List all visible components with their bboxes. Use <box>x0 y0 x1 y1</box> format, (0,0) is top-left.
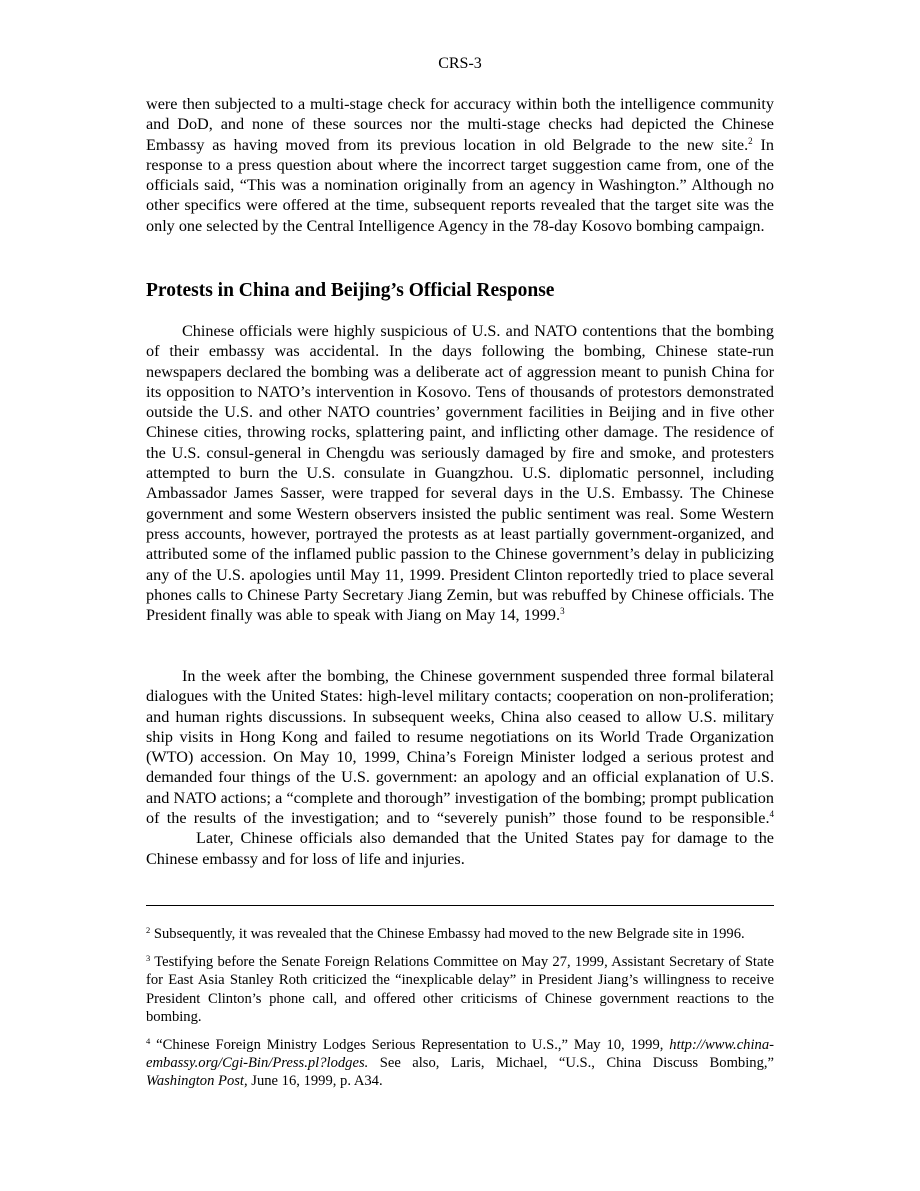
section-heading: Protests in China and Beijing’s Official Response <box>146 280 555 301</box>
footnote-reference-2[interactable]: 2 <box>748 135 753 146</box>
footnote-separator <box>146 905 774 906</box>
paragraph-text-continued: In response to a press question about where the incorrect target suggestion came from, one of the officials said, “This was a nomination originally from an agency in Washington.” Although no other specifics were offered at the time, subsequent reports revealed that the target site was the only one selected by the Central Intelligence Agency in the 78-day Kosovo bombing campaign. <box>146 135 775 235</box>
footnote-mark: 2 <box>146 925 151 935</box>
footnote-text: “Chinese Foreign Ministry Lodges Serious Representation to U.S.,” May 10, 1999, <box>150 1037 670 1054</box>
footnotes-section <box>146 925 774 1101</box>
paragraph-text: Chinese officials were highly suspicious of U.S. and NATO contentions that the bombing of their embassy was accidental. In the days following the bombing, Chinese state-run newspapers declared the bombing was a deliberate act of aggression meant to punish China for its opposition to NATO’s intervention in Kosovo. Tens of thousands of protestors demonstrated outside the U.S. and other NATO countries’ government facilities in Beijing and in five other Chinese cities, throwing rocks, splattering paint, and inflicting other damage. The residence of the U.S. consul-general in Chengdu was seriously damaged by fire and smoke, and protesters attempted to burn the U.S. consulate in Guangzhou. U.S. diplomatic personnel, including Ambassador James Sasser, were trapped for several days in the U.S. Embassy. The Chinese government and some Western observers insisted the public sentiment was real. Some Western press accounts, however, portrayed the protests as at least partially government-organized, and attributed some of the inflamed public passion to the Chinese government’s delay in publicizing any of the U.S. apologies until May 11, 1999. President Clinton reportedly tried to place several phones calls to Chinese Party Secretary Jiang Zemin, but was rebuffed by Chinese officials. The President finally was able to speak with Jiang on May 14, 1999. <box>146 322 774 625</box>
body-paragraph-2 <box>146 321 774 625</box>
footnote-reference-3[interactable]: 3 <box>560 606 565 617</box>
page-number-header: CRS-3 <box>438 55 482 72</box>
body-paragraph-1 <box>146 94 774 236</box>
footnote-text-continued: See also, Laris, Michael, “U.S., China Discuss Bombing,” <box>368 1055 774 1072</box>
footnote-4 <box>146 1036 774 1091</box>
footnote-mark: 4 <box>146 1036 151 1047</box>
footnote-text-end: , June 16, 1999, p. A34. <box>243 1073 383 1090</box>
source-url-link[interactable]: http://www.china-embassy.org/Cgi-Bin/Press.pl?lodges. <box>146 1037 774 1072</box>
publication-title: Washington Post <box>146 1073 244 1090</box>
footnote-2 <box>146 925 774 943</box>
paragraph-text: In the week after the bombing, the Chinese government suspended three formal bilateral dialogues with the United States: high-level military contacts; cooperation on non-proliferation; and human rights discussions. In subsequent weeks, China also ceased to allow U.S. military ship visits in Hong Kong and failed to resume negotiations on its World Trade Organization (WTO) accession. On May 10, 1999, China’s Foreign Minister lodged a serious protest and demanded four things of the U.S. government: an apology and an official explanation of U.S. and NATO actions; a “complete and thorough” investigation of the bombing; prompt publication of the results of the investigation; and to “severely punish” those found to be responsible. <box>146 667 774 828</box>
footnote-mark: 3 <box>146 953 151 964</box>
footnote-3 <box>146 953 774 1026</box>
footnote-text: Testifying before the Senate Foreign Relations Committee on May 27, 1999, Assistant Secretary of State for East Asia Stanley Roth criticized the “inexplicable delay” in President Jiang’s willingness to receive President Clinton’s phone call, and offered other criticisms of Chinese government reactions to the bombing. <box>146 954 774 1025</box>
paragraph-text: were then subjected to a multi-stage check for accuracy within both the intelligence community and DoD, and none of these sources nor the multi-stage checks had depicted the Chinese Embassy as having moved from its previous location in old Belgrade to the new site. <box>146 95 774 154</box>
paragraph-text-continued: Later, Chinese officials also demanded that the United States pay for damage to the Chinese embassy and for loss of life and injuries. <box>146 829 774 868</box>
footnote-text: Subsequently, it was revealed that the Chinese Embassy had moved to the new Belgrade site in 1996. <box>150 926 745 942</box>
body-paragraph-3 <box>146 666 774 869</box>
footnote-reference-4[interactable]: 4 <box>769 809 774 820</box>
